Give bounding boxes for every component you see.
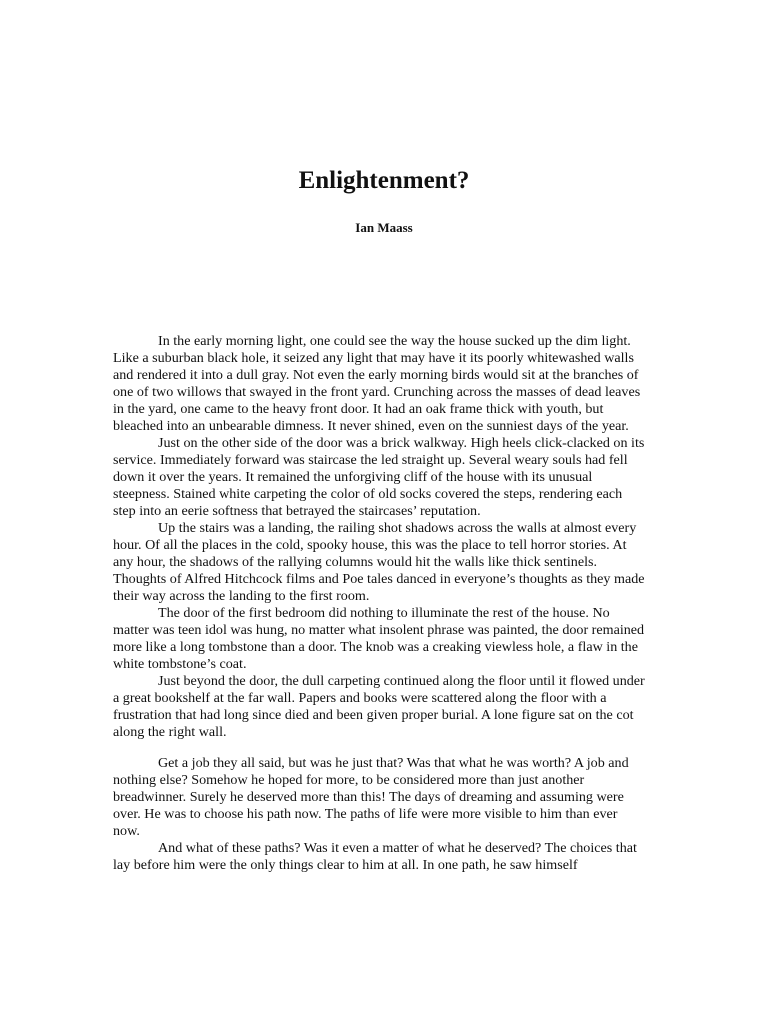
- paragraph: Get a job they all said, but was he just that? Was that what he was worth? A job and nothing else? Somehow he hoped for more, to be considered more than just another breadwinner. Surely he deserved more than this! The days of dreaming and assuming were over. He was to choose his path now. The paths of life were more visible to him than ever now.: [113, 755, 629, 839]
- paragraph: And what of these paths? Was it even a matter of what he deserved? The choices that lay before him were the only things clear to him at all. In one path, he saw himself: [113, 840, 637, 873]
- paragraph: Just on the other side of the door was a brick walkway. High heels click-clacked on its service. Immediately forward was staircase the led straight up. Several weary souls had fell down it over the years. It remained the unforgiving cliff of the house with its unusual steepness. Stained white carpeting the color of old socks covered the steps, rendering each step into an eerie softness that betrayed the staircases’ reputation.: [113, 435, 645, 519]
- document-title: Enlightenment?: [298, 167, 470, 194]
- paragraph: The door of the first bedroom did nothing to illuminate the rest of the house. No matter was teen idol was hung, no matter what insolent phrase was painted, the door remained more like a long tombstone than a door. The knob was a creaking viewless hole, a flaw in the white tombstone’s coat.: [113, 605, 645, 672]
- document-author: Ian Maass: [355, 220, 413, 235]
- paragraph: Just beyond the door, the dull carpeting continued along the floor until it flowed under a great bookshelf at the far wall. Papers and books were scattered along the floor with a frustration that had long since died and been given proper burial. A lone figure sat on the cot along the right wall.: [113, 673, 645, 740]
- paragraph: Up the stairs was a landing, the railing shot shadows across the walls at almost every hour. Of all the places in the cold, spooky house, this was the place to tell horror stories. At any hour, the shadows of the rallying columns would hit the walls like thick sentinels. Thoughts of Alfred Hitchcock films and Poe tales danced in everyone’s thoughts as they made their way across the landing to the first room.: [113, 520, 645, 604]
- paragraph: In the early morning light, one could see the way the house sucked up the dim light. Like a suburban black hole, it seized any light that may have it its poorly whitewashed walls and rendered it into a dull gray. Not even the early morning birds would sit at the branches of one of two willows that swayed in the front yard. Crunching across the masses of dead leaves in the yard, one came to the heavy front door. It had an oak frame thick with youth, but bleached into an unbearable dimness. It never shined, even on the sunniest days of the year.: [113, 333, 641, 434]
- document-body: [113, 333, 645, 874]
